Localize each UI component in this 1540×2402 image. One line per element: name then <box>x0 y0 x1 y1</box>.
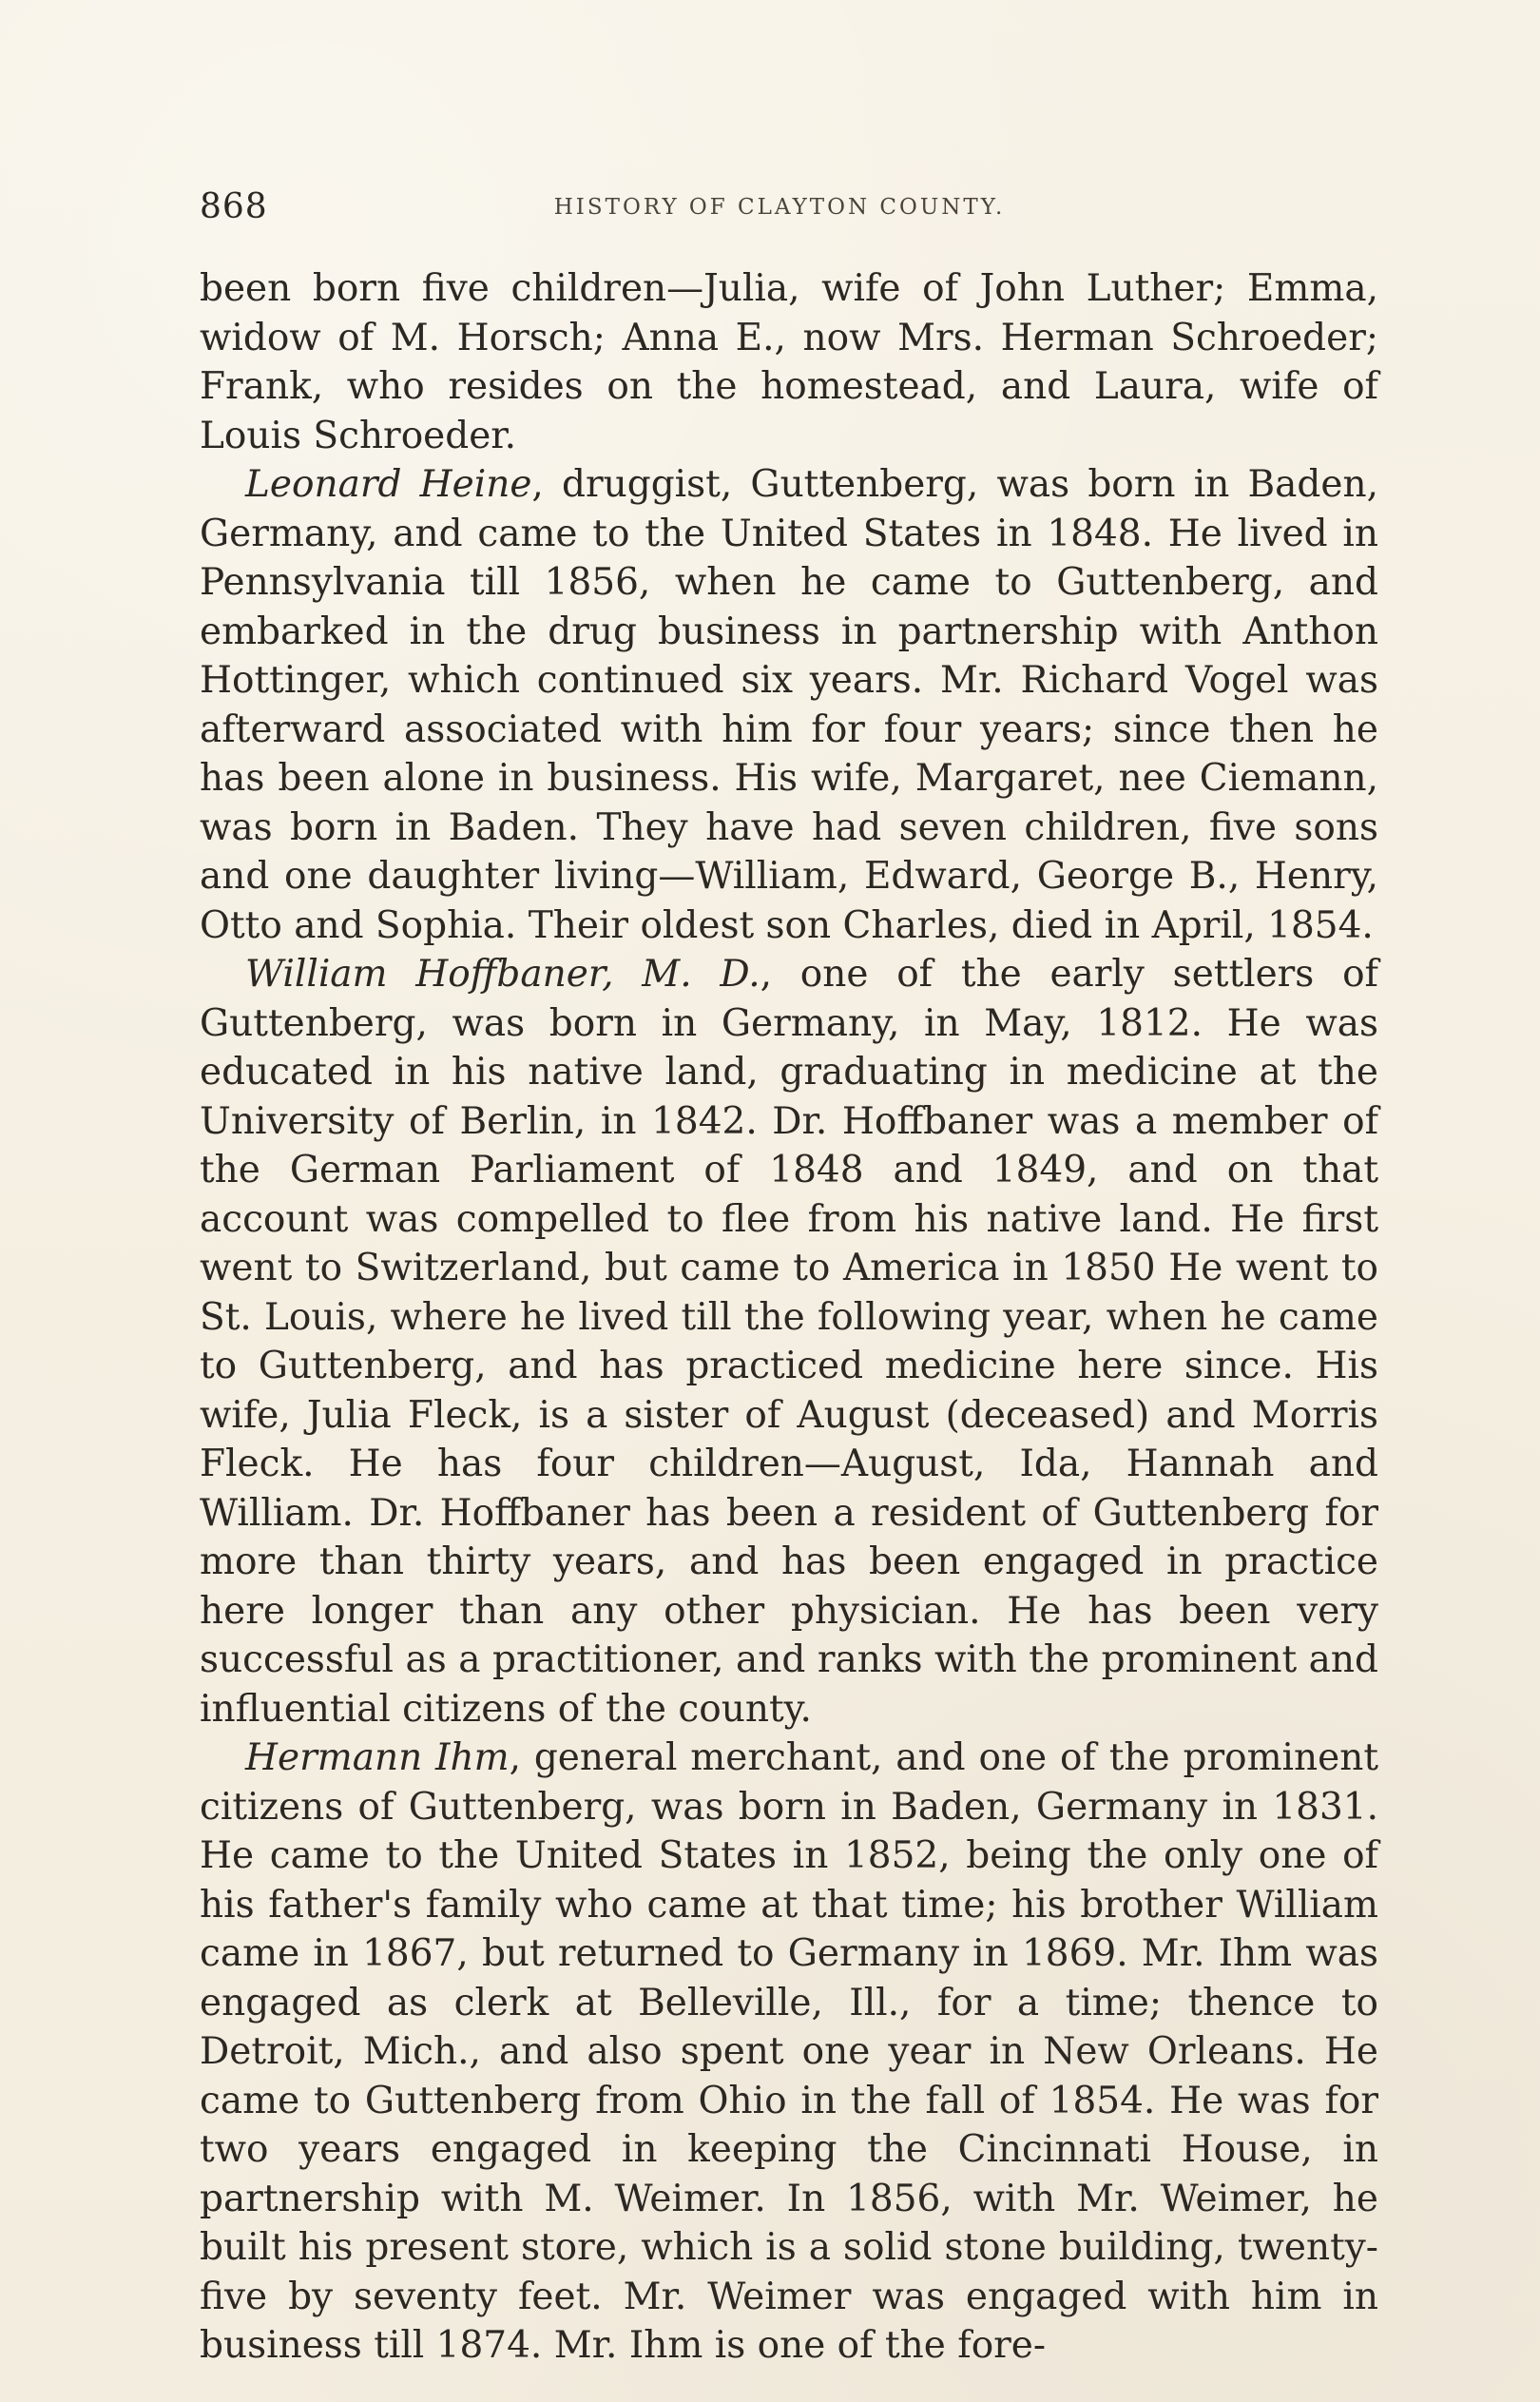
person-name-leonard-heine: Leonard Heine <box>245 463 532 506</box>
paragraph-2 <box>200 460 1378 950</box>
paragraph-4-text: , general merchant, and one of the prominent citizens of Guttenberg, was born in Baden, Germany in 1831. He came to the United States in 1852, being the only one of his father's family who came at that time; his brother William came in 1867, but returned to Germany in 1869. Mr. Ihm was engaged as clerk at Belleville, Ill., for a time; thence to Detroit, Mich., and also spent one year in New Orleans. He came to Guttenberg from Ohio in the fall of 1854. He was for two years engaged in keeping the Cincinnati House, in partnership with M. Weimer. In 1856, with Mr. Weimer, he built his present store, which is a solid stone building, twenty-five by seventy feet. Mr. Weimer was engaged with him in business till 1874. Mr. Ihm is one of the fore- <box>200 1736 1379 2367</box>
person-name-hermann-ihm: Hermann Ihm <box>245 1736 510 1779</box>
paragraph-2-text: , druggist, Guttenberg, was born in Baden, Germany, and came to the United States in 1848. He lived in Pennsylvania till 1856, when he came to Guttenberg, and embarked in the drug business in partnership with Anthon Hottinger, which continued six years. Mr. Richard Vogel was afterward associated with him for four years; since then he has been alone in business. His wife, Margaret, nee Ciemann, was born in Baden. They have had seven children, five sons and one daughter living—William, Edward, George B., Henry, Otto and Sophia. Their oldest son Charles, died in April, 1854. <box>200 463 1378 947</box>
paragraph-3-text: , one of the early settlers of Guttenberg, was born in Germany, in May, 1812. He was educated in his native land, graduating in medicine at the University of Berlin, in 1842. Dr. Hoffbaner was a member of the German Parliament of 1848 and 1849, and on that account was compelled to flee from his native land. He first went to Switzerland, but came to America in 1850 He went to St. Louis, where he lived till the following year, when he came to Guttenberg, and has practiced medicine here since. His wife, Julia Fleck, is a sister of August (deceased) and Morris Fleck. He has four children—August, Ida, Hannah and William. Dr. Hoffbaner has been a resident of Guttenberg for more than thirty years, and has been engaged in practice here longer than any other physician. He has been very successful as a practitioner, and ranks with the prominent and influential citizens of the county. <box>200 953 1378 1731</box>
paragraph-1: been born five children—Julia, wife of John Luther; Emma, widow of M. Horsch; Anna E., now Mrs. Herman Schroeder; Frank, who resides on the homestead, and Laura, wife of Louis Schroeder. <box>200 267 1378 457</box>
person-name-william-hoffbaner: William Hoffbaner, M. D. <box>245 953 760 996</box>
paragraph-3 <box>200 950 1378 1734</box>
paragraph-4 <box>200 1734 1378 2371</box>
page-header <box>200 187 1321 225</box>
page-number: 868 <box>200 187 268 226</box>
running-head: HISTORY OF CLAYTON COUNTY. <box>553 195 1006 220</box>
body-text <box>200 264 1378 2371</box>
